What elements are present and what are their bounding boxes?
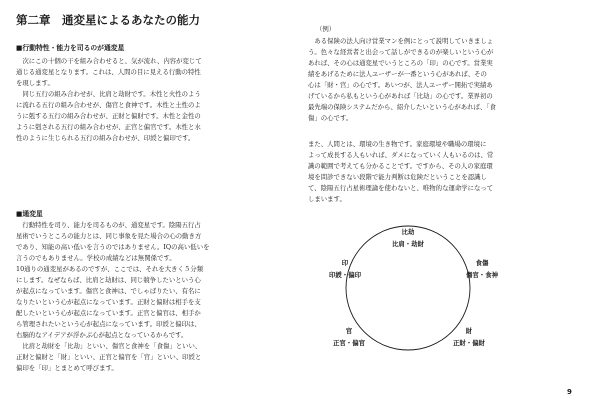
text-line: 最先端の保険システムだから、紹介したいという心があれば、「食 [308, 103, 496, 111]
text-line: ある保険の法人向け営業マンを例にとって説明していきましょ [308, 37, 494, 45]
text-line: にします。なぜならば、比肩と劫財は、同じ競争したいという心 [16, 276, 201, 284]
text-line: ら管理されたいという心が起点になっています。印綬と偏印は、 [16, 320, 201, 328]
text-line: 配したいという心が起点になっています。正官と偏官は、相手か [16, 309, 201, 317]
node-zai-label: 財 [465, 327, 473, 335]
example-heading: （例） [316, 25, 336, 33]
page-number: 9 [567, 388, 572, 396]
text-line: 偏印を「印」とまとめて呼びます。 [16, 364, 118, 372]
text-line: に流れる五行の組み合わせが、傷官と食神です。木性と土性のよ [16, 101, 201, 109]
text-line: 性のように生じられる五行の組み合わせが、印綬と偏印です。 [16, 134, 195, 142]
text-line: 次にこの十個の干を組み合わせると、気が流れ、内容が変じて [16, 57, 202, 65]
text-line: なりたいという心が起点になっています。正財と偏財は相手を支 [16, 298, 201, 306]
text-line: しまいます。 [308, 195, 346, 203]
text-line: 傷」の心です。 [308, 114, 353, 122]
text-line: が起点になっています。傷官と食神は、でしゃばりたい、有名に [16, 287, 201, 295]
section-heading-action-traits: ■行動特性・能力を司るのが通変星 [16, 44, 125, 52]
text-line: うに剋する五行の組み合わせが、正財と偏財です。木性と金性の [16, 112, 201, 120]
node-kan-label: 官 [345, 327, 353, 335]
text-line: 比肩と劫財を「比劫」といい、傷官と食神を「食傷」といい、 [16, 342, 202, 350]
text-line: を現します。 [16, 79, 54, 87]
text-line: 正財と偏財と「財」といい、正官と偏官を「官」といい、印綬と [16, 353, 202, 361]
text-line: 右脳的なアイデアが浮かぶ心が起点となっているからです。 [16, 331, 188, 339]
text-line: 同じ五行の組み合わせが、比肩と劫財です。木性と火性のよう [16, 90, 201, 98]
node-shokushou-sub: 傷官・食神 [466, 271, 498, 279]
text-line: ように剋される五行の組み合わせが、正官と偏官です。木性と水 [16, 123, 201, 131]
node-zai-sub: 正財・偏財 [453, 339, 485, 347]
text-line: 通じる通変星となります。これは、人間の目に見える行動の特性 [16, 68, 201, 76]
text-line: また、人間とは、環境の生き物です。家庭環境や職場の環境に [308, 140, 487, 148]
node-shokushou-label: 食傷 [475, 259, 489, 267]
text-line: 識の範囲で考えても分かることです。ですから、その人の家庭環 [308, 162, 493, 170]
text-line: 10通りの通変星があるのですが、ここでは、それを大きく５分類 [16, 265, 204, 273]
node-hikou-sub: 比肩・劫財 [392, 240, 424, 248]
node-in-sub: 印綬・偏印 [329, 271, 361, 279]
text-line: て、陰陽五行占星術理論を使わないと、唯物的な運命学になって [308, 184, 494, 192]
text-line: 行動特性を司り、能力を司るものが、通変星です。陰陽五行占 [16, 221, 201, 229]
node-hikou-label: 比劫 [401, 228, 415, 236]
text-line: あれば、その心は通変星でいうところの「印」の心です。営業実 [308, 59, 493, 67]
text-line: 心は「財・官」の心です。あいつが、法人ユーザー開拓で実績あ [308, 81, 493, 89]
text-line: げているから私もという心があれば「比劫」の心です。業界初の [308, 92, 493, 100]
text-line: 星術でいうところの能力とは、同じ事象を見た場合の心の動き方 [16, 232, 202, 240]
text-line: よって成長する人もいれば、ダメになっていく人もいるのは、常 [308, 151, 494, 159]
text-line: 言うのでもありません。学校の成績などは無関係です。 [16, 254, 176, 262]
text-line: う。色々な経営者と出会って話しができるのが楽しいという心が [308, 48, 494, 56]
text-line: であり、知能の高い低いを言うのではありません。IQの高い低いを [16, 243, 210, 251]
section-heading-tsuhensei: ■通変星 [16, 210, 43, 218]
page-title: 第二章 通変星によるあなたの能力 [16, 13, 200, 27]
text-line: 績をあげるために法人ユーザーが一番という心があれば、その [308, 70, 487, 78]
text-line: 境を問診できない段階で能力判断は危険だということを認識し [308, 173, 487, 181]
node-kan-sub: 正官・偏官 [333, 339, 365, 347]
node-in-label: 印 [341, 259, 349, 267]
